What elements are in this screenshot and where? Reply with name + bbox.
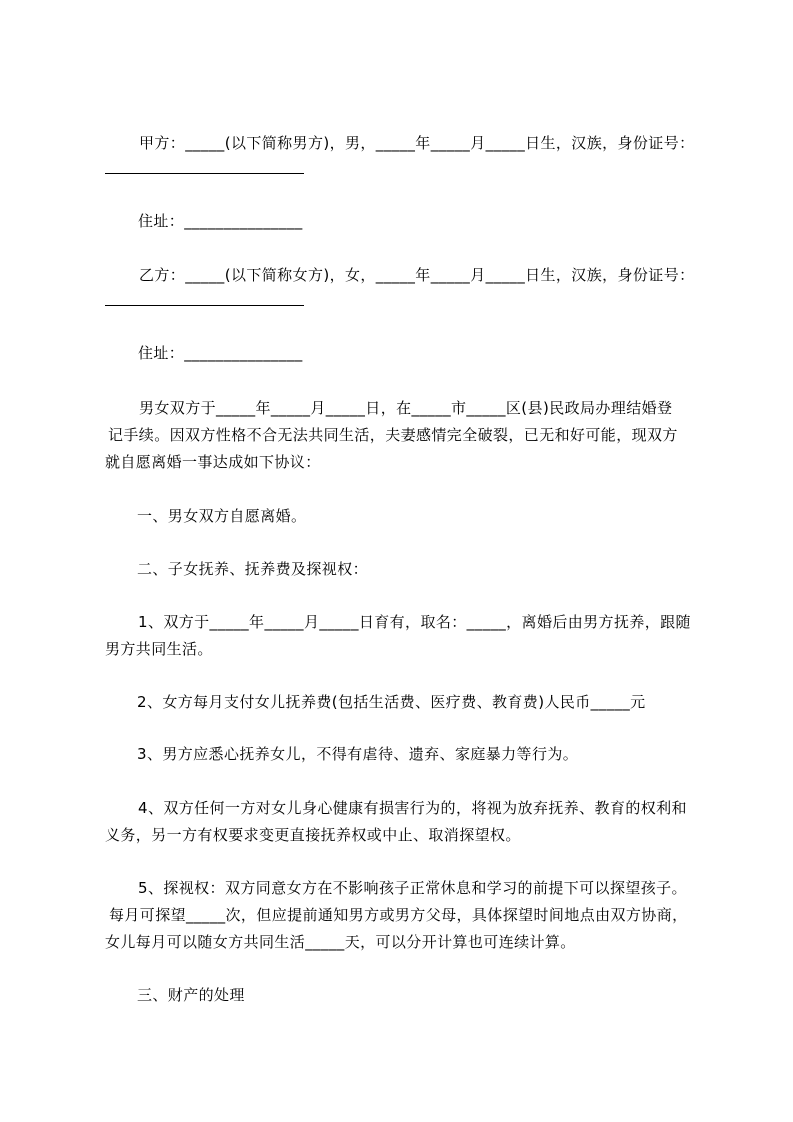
intro-line-2: 记手续。因双方性格不合无法共同生活，夫妻感情完全破裂，已无和好可能，现双方 bbox=[108, 426, 678, 444]
section-2-item-4-line-2: 义务，另一方有权要求变更直接抚养权或中止、取消探望权。 bbox=[105, 826, 521, 844]
intro-line-1: 男女双方于_____年_____月_____日，在_____市_____区(县)民政局办理结婚登 bbox=[139, 399, 673, 417]
intro-line-3: 就自愿离婚一事达成如下协议： bbox=[105, 453, 321, 471]
section-1-heading: 一、男女双方自愿离婚。 bbox=[137, 507, 307, 525]
section-3-heading: 三、财产的处理 bbox=[137, 986, 245, 1004]
party-a-id-underline bbox=[105, 173, 304, 174]
party-a-address: 住址：_______________ bbox=[138, 212, 303, 230]
section-2-item-5-line-1: 5、探视权：双方同意女方在不影响孩子正常休息和学习的前提下可以探望孩子。 bbox=[138, 879, 687, 897]
section-2-item-3: 3、男方应悉心抚养女儿，不得有虐待、遗弃、家庭暴力等行为。 bbox=[137, 745, 579, 763]
section-2-item-2: 2、女方每月支付女儿抚养费(包括生活费、医疗费、教育费)人民币_____元 bbox=[137, 693, 646, 711]
section-2-item-4-line-1: 4、双方任何一方对女儿身心健康有损害行为的，将视为放弃抚养、教育的权利和 bbox=[138, 799, 687, 817]
party-a-line: 甲方：_____(以下简称男方)，男，_____年_____月_____日生，汉族，身份证号： bbox=[139, 134, 695, 152]
party-b-line: 乙方：_____(以下简称女方)，女，_____年_____月_____日生，汉族，身份证号： bbox=[139, 266, 695, 284]
section-2-item-1-line-1: 1、双方于_____年_____月_____日育有，取名：_____，离婚后由男方抚养，跟随 bbox=[138, 613, 691, 631]
party-b-address: 住址：_______________ bbox=[138, 344, 303, 362]
section-2-item-5-line-3: 女儿每月可以随女方共同生活_____天，可以分开计算也可连续计算。 bbox=[105, 933, 576, 951]
section-2-item-5-line-2: 每月可探望_____次，但应提前通知男方或男方父母，具体探望时间地点由双方协商， bbox=[109, 906, 688, 924]
section-2-heading: 二、子女抚养、抚养费及探视权： bbox=[137, 560, 369, 578]
party-b-id-underline bbox=[105, 305, 304, 306]
section-2-item-1-line-2: 男方共同生活。 bbox=[105, 640, 213, 658]
